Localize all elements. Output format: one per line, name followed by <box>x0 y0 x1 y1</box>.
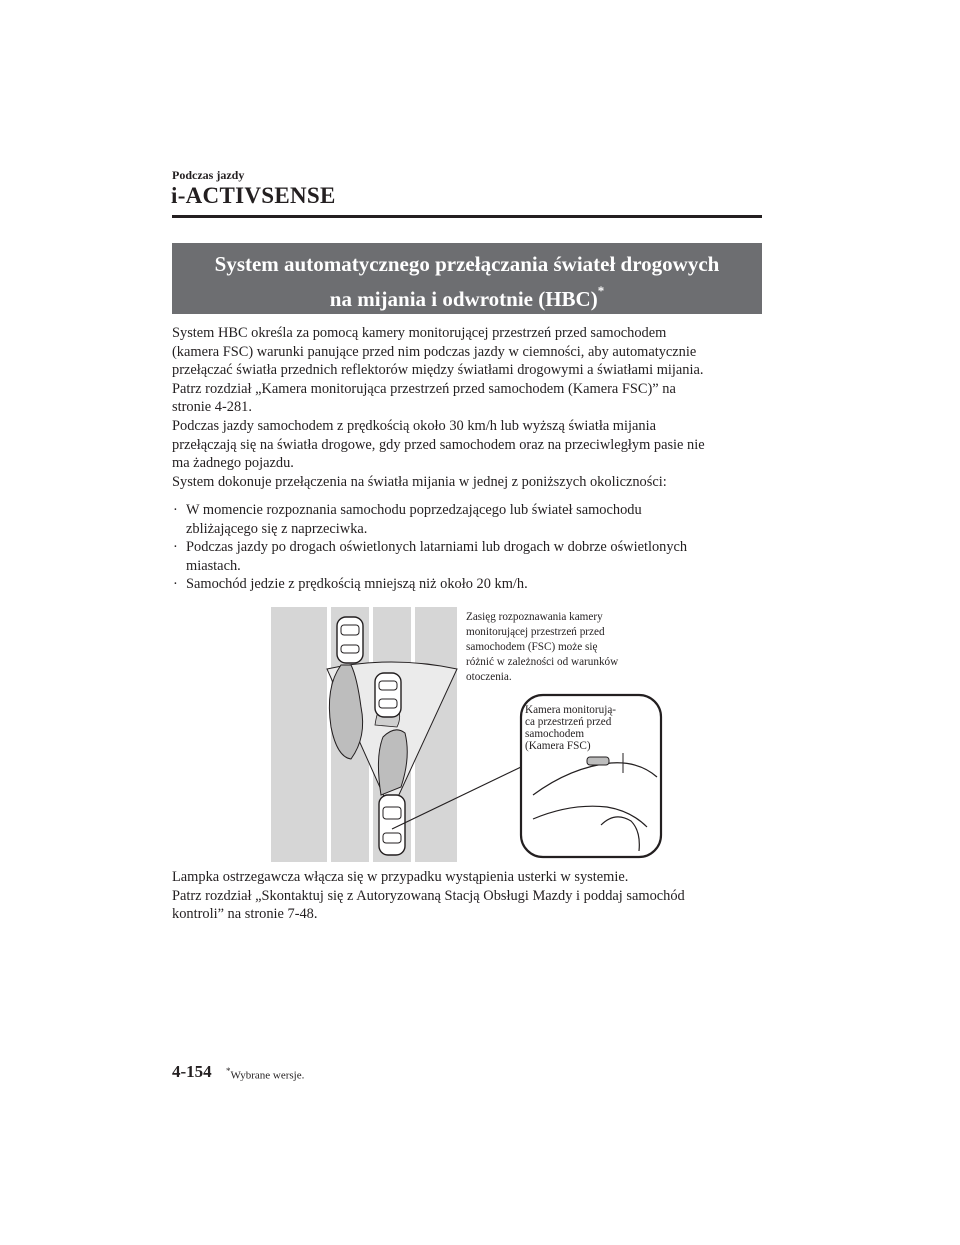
caption-line: ca przestrzeń przed <box>525 716 612 728</box>
closing-line: Patrz rozdział „Skontaktuj się z Autoryzowaną Stacją Obsługi Mazdy i poddaj samochód <box>172 887 685 904</box>
intro-line: Podczas jazdy samochodem z prędkością około 30 km/h lub wyższą światła mijania <box>172 417 656 434</box>
oncoming-car-icon <box>337 617 363 663</box>
closing-paragraph <box>172 868 772 924</box>
caption-line: otoczenia. <box>466 671 512 683</box>
banner-asterisk: * <box>597 283 605 298</box>
list-item <box>172 538 772 575</box>
camera-caption <box>525 704 616 752</box>
caption-line: samochodem <box>525 728 585 740</box>
intro-line: przełączać światła przednich reflektorów między światłami drogowymi a światłami mijania. <box>172 362 704 379</box>
header-rule <box>172 215 762 218</box>
bullet-dot: · <box>173 539 178 556</box>
list-item-line: Samochód jedzie z prędkością mniejszą niż około 20 km/h. <box>186 576 528 593</box>
intro-line: stronie 4-281. <box>172 399 252 416</box>
section-label: Podczas jazdy <box>172 168 245 182</box>
banner-line-2 <box>172 279 762 314</box>
closing-line: kontroli” na stronie 7-48. <box>172 906 318 923</box>
intro-line: System dokonuje przełączenia na światła mijania w jednej z poniższych okoliczności: <box>172 473 667 490</box>
footnote-text: Wybrane wersje. <box>230 1069 305 1082</box>
list-item <box>172 501 772 538</box>
caption-line: Zasięg rozpoznawania kamery <box>466 611 603 623</box>
list-item-line: zbliżającego się z naprzeciwka. <box>186 520 368 537</box>
caption-line: samochodem (FSC) może się <box>466 641 598 653</box>
list-item-line: W momencie rozpoznania samochodu poprzedzającego lub świateł samochodu <box>186 502 642 518</box>
topic-banner <box>172 243 762 314</box>
list-item-line: Podczas jazdy po drogach oświetlonych latarniami lub drogach w dobrze oświetlonych <box>186 539 688 556</box>
bullet-dot: · <box>173 576 178 593</box>
intro-line: (kamera FSC) warunki panujące przed nim podczas jazdy w ciemności, aby automatycznie <box>172 343 697 360</box>
intro-paragraph <box>172 324 772 491</box>
caption-line: (Kamera FSC) <box>525 740 591 752</box>
list-item <box>172 575 772 594</box>
intro-line: Patrz rozdział „Kamera monitorująca przestrzeń przed samochodem (Kamera FSC)” na <box>172 380 676 397</box>
section-title: i-ACTIVSENSE <box>171 183 336 208</box>
lane-line-left <box>327 607 331 862</box>
banner-line-1: System automatycznego przełączania świateł drogowych <box>214 252 720 276</box>
footnote <box>226 1066 304 1082</box>
intro-line: ma żadnego pojazdu. <box>172 455 294 472</box>
intro-line: System HBC określa za pomocą kamery monitorującej przestrzeń przed samochodem <box>172 325 667 341</box>
caption-line: monitorującej przestrzeń przed <box>466 626 605 638</box>
list-item-line: miastach. <box>186 557 241 574</box>
caption-line: różnić w zależności od warunków <box>466 656 619 668</box>
range-caption <box>466 610 618 685</box>
closing-line: Lampka ostrzegawcza włącza się w przypadku wystąpienia usterki w systemie. <box>172 869 629 885</box>
banner-line-2-text: na mijania i odwrotnie (HBC) <box>329 287 598 311</box>
intro-line: przełączają się na światła drogowe, gdy przed samochodem oraz na przeciwległym pasie nie <box>172 436 705 453</box>
preceding-car-icon <box>375 673 401 717</box>
page-number: 4-154 <box>172 1062 212 1081</box>
footnote-mark: * <box>226 1066 231 1076</box>
condition-list <box>172 501 772 594</box>
bullet-dot: · <box>173 502 178 518</box>
caption-line: Kamera monitorują- <box>525 704 617 716</box>
